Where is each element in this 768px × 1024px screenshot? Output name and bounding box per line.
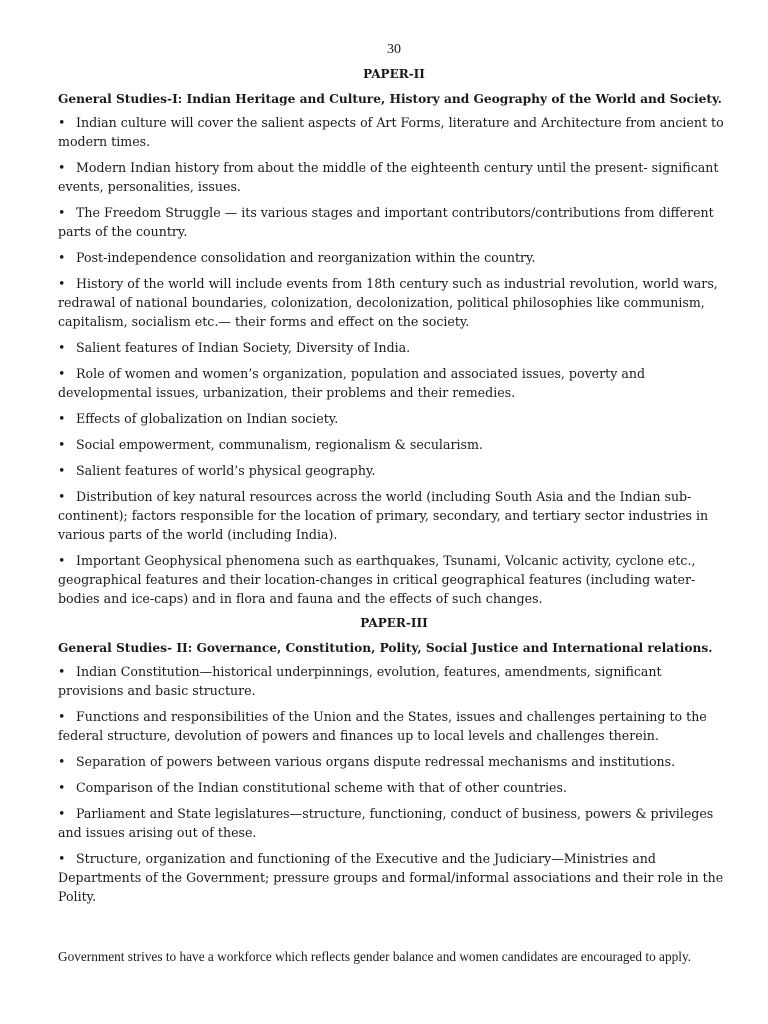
paper-2-topic-list [58,113,730,608]
topic-text: Social empowerment, communalism, regionalism & secularism. [76,437,483,452]
topic-list-item [58,707,730,745]
topic-list-item [58,849,730,906]
topic-text: Indian Constitution—historical underpinnings, evolution, features, amendments, significant provisions and basic structure. [58,664,662,698]
topic-list-item [58,113,730,151]
topic-list-item [58,662,730,700]
bullet-icon: • [58,754,66,769]
bullet-icon: • [58,437,66,452]
topic-list-item [58,158,730,196]
bullet-icon: • [58,250,66,265]
topic-text: History of the world will include events from 18th century such as industrial revolution, world wars, redrawal of national boundaries, colonization, decolonization, political philosophies like communism, capitalism, socialism etc.— their forms and effect on the society. [58,276,718,329]
topic-list-item [58,203,730,241]
bullet-icon: • [58,366,66,381]
document-page [58,42,730,913]
topic-text: Salient features of world’s physical geography. [76,463,376,478]
bullet-icon: • [58,664,66,679]
topic-text: Comparison of the Indian constitutional scheme with that of other countries. [76,780,567,795]
topic-text: The Freedom Struggle — its various stages and important contributors/contributions from different parts of the country. [58,205,714,239]
bullet-icon: • [58,806,66,821]
bullet-icon: • [58,463,66,478]
topic-list-item [58,461,730,480]
topic-text: Parliament and State legislatures—structure, functioning, conduct of business, powers & privileges and issues arising out of these. [58,806,714,840]
topic-text: Salient features of Indian Society, Diversity of India. [76,340,411,355]
topic-text: Modern Indian history from about the middle of the eighteenth century until the present- significant events, personalities, issues. [58,160,719,194]
paper-2-section [58,66,730,608]
page-number: 30 [387,42,401,57]
bullet-icon: • [58,160,66,175]
topic-list-item [58,364,730,402]
topic-text: Distribution of key natural resources across the world (including South Asia and the Indian sub-continent); factors responsible for the location of primary, secondary, and tertiary sector industries in various parts of the world (including India). [58,489,709,542]
footer-note: Government strives to have a workforce which reflects gender balance and women candidates are encouraged to apply. [58,949,692,964]
topic-list-item [58,752,730,771]
bullet-icon: • [58,276,66,291]
topic-text: Important Geophysical phenomena such as earthquakes, Tsunami, Volcanic activity, cyclone etc., geographical features and their location-changes in critical geographical features (including water-bodies and ice-caps) and in flora and fauna and the effects of such changes. [58,553,696,606]
bullet-icon: • [58,411,66,426]
topic-list-item [58,487,730,544]
paper-3-heading: PAPER-III [360,616,428,630]
topic-text: Post-independence consolidation and reorganization within the country. [76,250,536,265]
bullet-icon: • [58,553,66,568]
bullet-icon: • [58,851,66,866]
topic-text: Role of women and women’s organization, population and associated issues, poverty and developmental issues, urbanization, their problems and their remedies. [58,366,646,400]
paper-2-title: General Studies-I: Indian Heritage and Culture, History and Geography of the World and Society. [58,92,722,106]
topic-list-item [58,435,730,454]
topic-list-item [58,778,730,797]
bullet-icon: • [58,115,66,130]
topic-text: Structure, organization and functioning of the Executive and the Judiciary—Ministries and Departments of the Government; pressure groups and formal/informal associations and their role in the Polity. [58,851,724,904]
topic-text: Effects of globalization on Indian society. [76,411,339,426]
paper-3-title: General Studies- II: Governance, Constitution, Polity, Social Justice and International relations. [58,641,713,655]
paper-3-section [58,615,730,906]
topic-text: Separation of powers between various organs dispute redressal mechanisms and institutions. [76,754,676,769]
topic-text: Functions and responsibilities of the Union and the States, issues and challenges pertaining to the federal structure, devolution of powers and finances up to local levels and challenges therein. [58,709,707,743]
paper-3-topic-list [58,662,730,906]
topic-list-item [58,409,730,428]
bullet-icon: • [58,489,66,504]
topic-list-item [58,274,730,331]
topic-list-item [58,248,730,267]
topic-list-item [58,338,730,357]
topic-list-item [58,551,730,608]
bullet-icon: • [58,205,66,220]
topic-list-item [58,804,730,842]
bullet-icon: • [58,340,66,355]
topic-text: Indian culture will cover the salient aspects of Art Forms, literature and Architecture from ancient to modern times. [58,115,724,149]
bullet-icon: • [58,709,66,724]
bullet-icon: • [58,780,66,795]
paper-2-heading: PAPER-II [363,67,425,81]
